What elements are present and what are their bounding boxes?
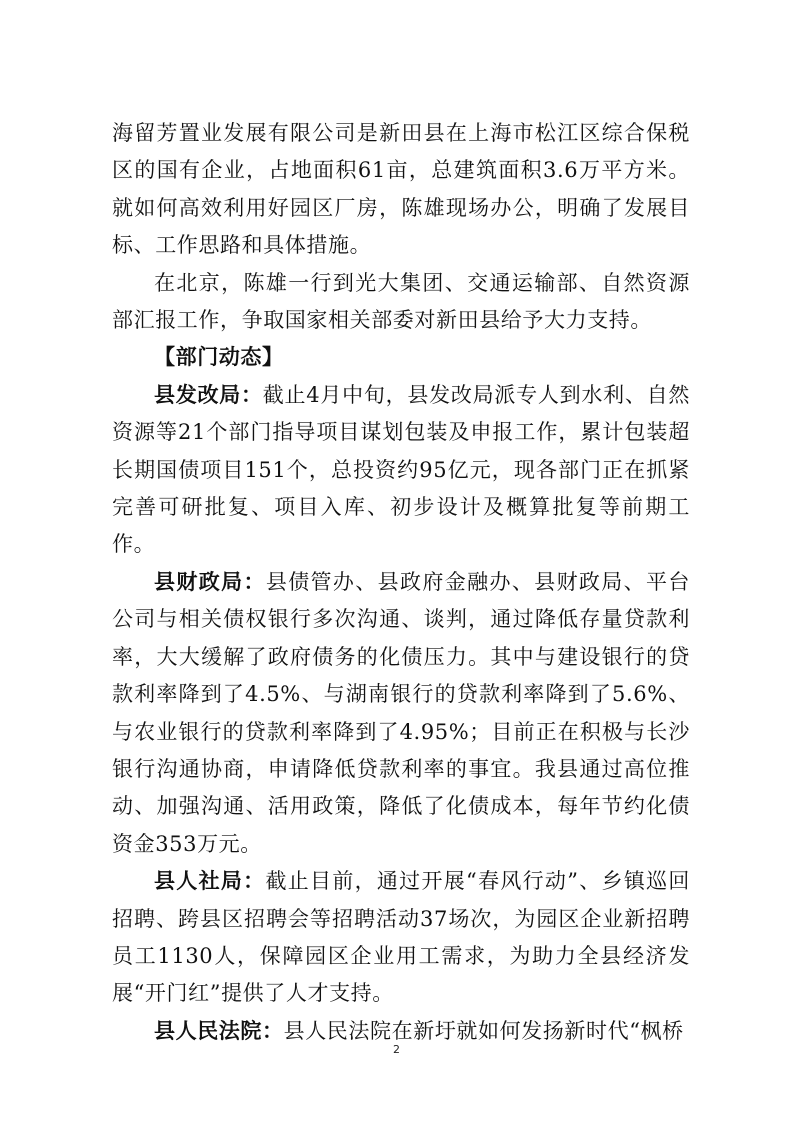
department-lead: 县人社局： [154,869,266,894]
department-item-human-resources [112,863,690,1013]
paragraph-beijing: 在北京，陈雄一行到光大集团、交通运输部、自然资源部汇报工作，争取国家相关部委对新田县给予大力支持。 [112,270,690,333]
section-heading-department-news: 【部门动态】 [154,345,284,370]
department-item-finance [112,564,690,863]
department-text: 县债管办、县政府金融办、县财政局、平台公司与相关债权银行多次沟通、谈判，通过降低存量贷款利率，大大缓解了政府债务的化债压力。其中与建设银行的贷款利率降到了4.5%、与湖南银行的贷款利率降到了5.6%、与农业银行的贷款利率降到了4.95%；目前正在积极与长沙银行沟通协商，申请降低贷款利率的事宜。我县通过高位推动、加强沟通、活用政策，降低了化债成本，每年节约化债资金353万元。 [112,569,690,856]
department-text: 县人民法院在新圩就如何发扬新时代“枫桥 [283,1018,684,1043]
department-lead: 县人民法院： [154,1018,284,1043]
department-text: 截止4月中旬，县发改局派专人到水利、自然资源等21个部门指导项目谋划包装及申报工作，累计包装超长期国债项目151个，总投资约95亿元，现各部门正在抓紧完善可研批复、项目入库、初步设计及概算批复等前期工作。 [112,382,691,557]
department-item-development-reform [112,377,690,564]
department-lead: 县财政局： [154,569,266,594]
paragraph-enterprise: 海留芳置业发展有限公司是新田县在上海市松江区综合保税区的国有企业，占地面积61亩，总建筑面积3.6万平方米。就如何高效利用好园区厂房，陈雄现场办公，明确了发展目标、工作思路和具体措施。 [112,121,690,258]
department-lead: 县发改局： [154,382,263,407]
page-number: 2 [393,1043,400,1056]
department-text: 截止目前，通过开展“春风行动”、乡镇巡回招聘、跨县区招聘会等招聘活动37场次，为园区企业新招聘员工1130人，保障园区企业用工需求，为助力全县经济发展“开门红”提供了人才支持。 [112,869,690,1006]
document-body [112,115,690,1050]
